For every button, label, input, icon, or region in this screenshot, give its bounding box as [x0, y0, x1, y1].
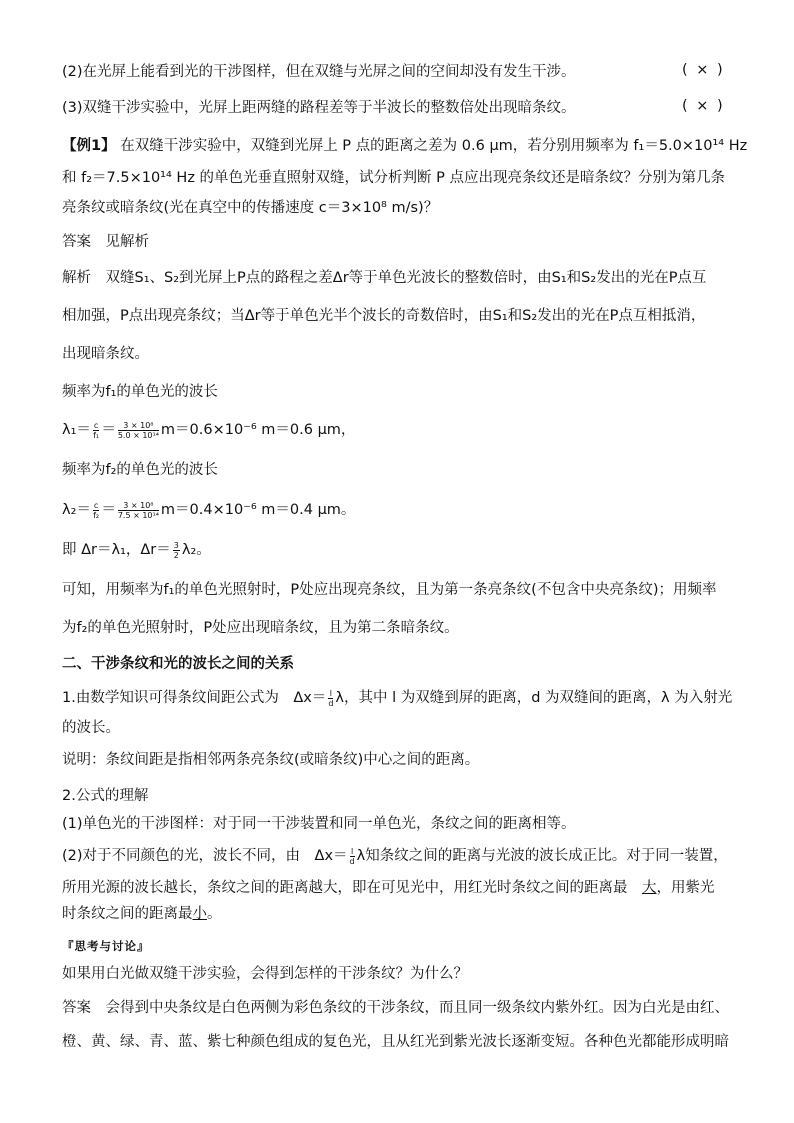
fraction-l-over-d-2: $\frac{l}{d}$ [349, 846, 355, 866]
discussion-question: 如果用白光做双缝干涉实验，会得到怎样的干涉条纹？为什么？ [62, 966, 468, 982]
understanding-point-1: (1)单色光的干涉图样：对于同一干涉装置和同一单色光，条纹之间的距离相等。 [62, 816, 576, 832]
fraction-c-over-f1: $\frac{c}{\text{f₁}}$ [93, 420, 100, 440]
relation-line: 即 Δr＝λ₁，Δr＝ $\frac{3}{2}$ λ₂。 [62, 540, 211, 560]
lambda2-equation: λ₂＝ $\frac{c}{\text{f₂}}$ ＝ $\frac{\text{3 × 10⁸}}{\text{7.5 × 10¹⁴}}$ m＝0.4×10⁻⁶ m＝0.4 μm。 [62, 500, 356, 520]
judgment-mark-3: ( × ) [682, 98, 725, 114]
analysis-line-2: 相加强，P点出现亮条纹；当Δr等于单色光半个波长的奇数倍时，由S₁和S₂发出的光在P点互相抵消， [62, 308, 706, 324]
discussion-answer-line-1: 答案 会得到中央条纹是白色两侧为彩色条纹的干涉条纹，而且同一级条纹内紫外红。因为白光是由红、 [62, 1000, 729, 1016]
judgment-mark-2: ( × ) [682, 62, 725, 78]
example-label: 【例1】 [62, 138, 116, 154]
conclusion-line-1: 可知，用频率为f₁的单色光照射时，P处应出现亮条纹，且为第一条亮条纹(不包含中央亮条纹)；用频率 [62, 582, 717, 598]
section-2-title: 二、干涉条纹和光的波长之间的关系 [62, 656, 294, 672]
understanding-point-2-cont: 所用光源的波长越长，条纹之间的距离越大，即在可见光中，用红光时条纹之间的距离最 大，用紫光 [62, 880, 715, 896]
example-answer: 答案 见解析 [62, 234, 149, 250]
fraction-value-1: $\frac{\text{3 × 10⁸}}{\text{5.0 × 10¹⁴}}$ [117, 420, 159, 440]
analysis-line-1: 解析 双缝S₁、S₂到光屏上P点的路程之差Δr等于单色光波长的整数倍时，由S₁和S₂发出的光在P点互 [62, 270, 707, 286]
example-line-2: 和 f₂＝7.5×10¹⁴ Hz 的单色光垂直照射双缝，试分析判断 P 点应出现亮条纹还是暗条纹？分别为第几条 [62, 170, 726, 186]
formula-line-cont: 的波长。 [62, 720, 120, 736]
example-line-1: 【例1】 在双缝干涉实验中，双缝到光屏上 P 点的距离之差为 0.6 μm，若分别用频率为 f₁＝5.0×10¹⁴ Hz [62, 138, 748, 154]
fraction-three-halves: $\frac{3}{2}$ [173, 540, 179, 560]
judgment-item-3: (3)双缝干涉实验中，光屏上距两缝的路程差等于半波长的整数倍处出现暗条纹。 [62, 100, 576, 116]
lambda1-equation: λ₁＝ $\frac{c}{\text{f₁}}$ ＝ $\frac{\text{3 × 10⁸}}{\text{5.0 × 10¹⁴}}$ m＝0.6×10⁻⁶ m＝0.6 μm， [62, 420, 356, 440]
analysis-line-3: 出现暗条纹。 [62, 346, 149, 362]
formula-line: 1.由数学知识可得条纹间距公式为 Δx＝ $\frac{l}{d}$ λ，其中 l 为双缝到屏的距离，d 为双缝间的距离，λ 为入射光 [62, 688, 733, 708]
fraction-value-2: $\frac{\text{3 × 10⁸}}{\text{7.5 × 10¹⁴}}$ [117, 500, 159, 520]
note-line: 说明：条纹间距是指相邻两条亮条纹(或暗条纹)中心之间的距离。 [62, 752, 480, 768]
discussion-answer-line-2: 橙、黄、绿、青、蓝、紫七种颜色组成的复色光，且从红光到紫光波长逐渐变短。各种色光都能形成明暗 [62, 1034, 729, 1050]
understanding-point-2: (2)对于不同颜色的光，波长不同，由 Δx＝ $\frac{l}{d}$ λ知条纹之间的距离与光波的波长成正比。对于同一装置， [62, 846, 728, 866]
freq1-label: 频率为f₁的单色光的波长 [62, 384, 218, 400]
understanding-point-2-end: 时条纹之间的距离最小。 [62, 906, 222, 922]
blank-answer-largest: 大 [642, 880, 657, 896]
example-line-3: 亮条纹或暗条纹(光在真空中的传播速度 c＝3×10⁸ m/s)？ [62, 200, 439, 216]
discussion-title: 『思考与讨论』 [62, 939, 150, 953]
fraction-c-over-f2: $\frac{c}{\text{f₂}}$ [93, 500, 100, 520]
blank-answer-smallest: 小 [192, 906, 207, 922]
freq2-label: 频率为f₂的单色光的波长 [62, 462, 218, 478]
fraction-l-over-d: $\frac{l}{d}$ [328, 688, 334, 708]
conclusion-line-2: 为f₂的单色光照射时，P处应出现暗条纹，且为第二条暗条纹。 [62, 620, 459, 636]
judgment-item-2: (2)在光屏上能看到光的干涉图样，但在双缝与光屏之间的空间却没有发生干涉。 [62, 64, 576, 80]
formula-understanding-title: 2.公式的理解 [62, 788, 149, 804]
